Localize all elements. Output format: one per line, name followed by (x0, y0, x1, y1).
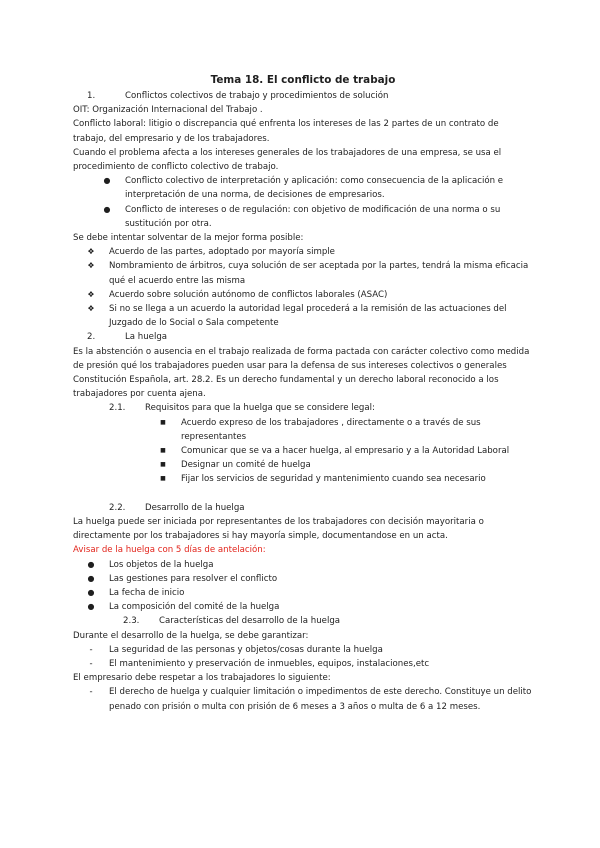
dash-bullet-icon: - (89, 644, 93, 655)
list-item: ● Las gestiones para resolver el conflicto (73, 572, 533, 586)
list-item: ● La fecha de inicio (73, 586, 533, 600)
aviso-list (73, 558, 533, 615)
dash-bullet-icon: - (89, 687, 93, 698)
list-item: ● Conflicto de intereses o de regulación: con objetivo de modificación de una norma o su sustitución por otra. (89, 203, 533, 231)
square-bullet-icon: ■ (160, 461, 166, 469)
section-2-heading (73, 330, 533, 344)
document-body (73, 72, 533, 714)
list-item: ● Conflicto colectivo de interpretación y aplicación: como consecuencia de la aplicación e interpretación de una norma, de decisiones de empresarios. (89, 174, 533, 202)
solventar-line: Se debe intentar solventar de la mejor forma posible: (73, 233, 304, 244)
list-item: ❖ Nombramiento de árbitros, cuya solución de ser aceptada por la partes, tendrá la misma eficacia qué el acuerdo entre las misma (73, 259, 533, 287)
bullet-icon: ● (103, 204, 111, 214)
section-number: 2. (87, 332, 96, 343)
dash-bullet-icon: - (89, 658, 93, 669)
list-item: ■ Designar un comité de huelga (145, 458, 533, 472)
diamond-bullet-icon: ❖ (87, 304, 95, 314)
list-item: ● La composición del comité de la huelga (73, 600, 533, 614)
section-title: Características del desarrollo de la huelga (159, 616, 341, 627)
list-item: ■ Fijar los servicios de seguridad y mantenimiento cuando sea necesario (145, 472, 533, 486)
avisar-line: Avisar de la huelga con 5 días de antelación: (73, 545, 266, 556)
spacer (73, 487, 533, 501)
huelga-definition-paragraph: Es la abstención o ausencia en el trabajo realizada de forma pactada con carácter colectivo como medida de presión qué los trabajadores pueden usar para la defensa de sus intereses colectivos o generales Constitución Española, art. 28.2. Es un derecho fundamental y un derecho laboral reconocido a los trabajadores por cuenta ajena. (73, 346, 530, 400)
garantizar-line: Durante el desarrollo de la huelga, se debe garantizar: (73, 630, 309, 641)
section-2-2-heading (73, 501, 533, 515)
section-2-1-heading (73, 401, 533, 415)
diamond-bullet-icon: ❖ (87, 289, 95, 299)
list-item: - La seguridad de las personas y objetos/cosas durante la huelga (73, 643, 533, 657)
square-bullet-icon: ■ (160, 475, 166, 483)
list-item: - El derecho de huelga y cualquier limitación o impedimentos de este derecho. Constituye un delito penado con prisión o multa con prisión de 6 meses a 3 años o multa de 6 a 12 meses. (73, 685, 533, 713)
section-number: 2.1. (109, 403, 126, 414)
diamond-bullet-icon: ❖ (87, 261, 95, 271)
section-number: 2.3. (123, 616, 140, 627)
respetos-list (73, 685, 533, 713)
section-title: Desarrollo de la huelga (145, 502, 245, 513)
bullet-icon: ● (87, 587, 95, 597)
formas-list (73, 245, 533, 330)
list-item: ■ Acuerdo expreso de los trabajadores , directamente o a través de sus representantes (145, 416, 533, 444)
bullet-icon: ● (103, 176, 111, 186)
list-item: ● Los objetos de la huelga (73, 558, 533, 572)
section-number: 2.2. (109, 502, 126, 513)
list-item: ❖ Si no se llega a un acuerdo la autoridad legal procederá a la remisión de las actuaciones del Juzgado de lo Social o Sala competente (73, 302, 533, 330)
tipos-list (89, 174, 533, 231)
diamond-bullet-icon: ❖ (87, 247, 95, 257)
bullet-icon: ● (87, 602, 95, 612)
conflicto-colectivo-paragraph: Cuando el problema afecta a los intereses generales de los trabajadores de una empresa, se usa el procedimiento de conflicto colectivo de trabajo. (73, 147, 502, 173)
conflicto-laboral-paragraph: Conflicto laboral: litigio o discrepancia qué enfrenta los intereses de las 2 partes de un contrato de trabajo, del empresario y de los trabajadores. (73, 119, 499, 144)
section-2-3-heading (73, 614, 533, 628)
square-bullet-icon: ■ (160, 418, 166, 426)
section-1-heading (73, 89, 533, 103)
list-item: ❖ Acuerdo de las partes, adoptado por mayoría simple (73, 245, 533, 259)
requisitos-list (145, 416, 533, 487)
garantias-list (73, 643, 533, 671)
section-title: Requisitos para que la huelga que se considere legal: (145, 403, 375, 414)
square-bullet-icon: ■ (160, 447, 166, 455)
bullet-icon: ● (87, 559, 95, 569)
section-number: 1. (87, 91, 96, 101)
list-item: ❖ Acuerdo sobre solución autónomo de conflictos laborales (ASAC) (73, 288, 533, 302)
section-title: La huelga (125, 332, 168, 343)
bullet-icon: ● (87, 573, 95, 583)
desarrollo-paragraph: La huelga puede ser iniciada por representantes de los trabajadores con decisión mayoritaria o directamente por los trabajadores si hay mayoría simple, documentandose en un acta. (73, 516, 484, 542)
list-item: ■ Comunicar que se va a hacer huelga, al empresario y a la Autoridad Laboral (145, 444, 533, 458)
section-title: Conflictos colectivos de trabajo y procedimientos de solución (125, 91, 389, 101)
list-item: - El mantenimiento y preservación de inmuebles, equipos, instalaciones,etc (73, 657, 533, 671)
respetar-line: El empresario debe respetar a los trabajadores lo siguiente: (73, 673, 331, 684)
oit-line: OIT: Organización Internacional del Trabajo . (73, 105, 263, 116)
page-title: Tema 18. El conflicto de trabajo (210, 74, 396, 86)
